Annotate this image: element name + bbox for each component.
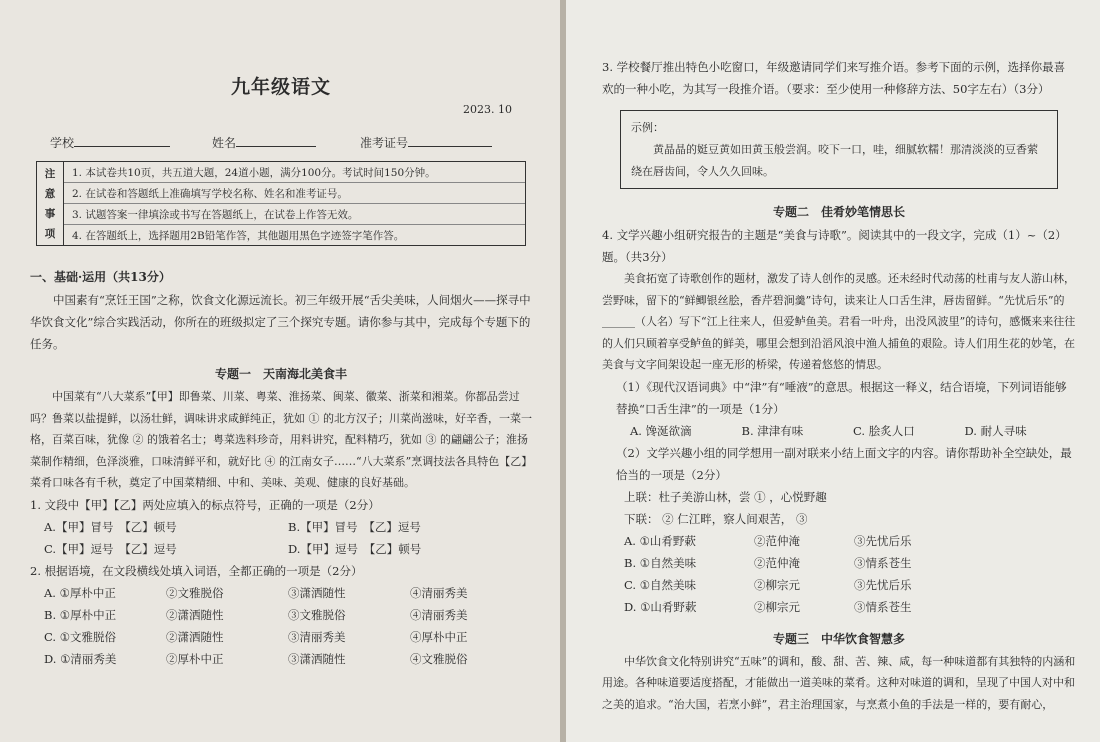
notice-char: 意 bbox=[44, 188, 56, 201]
option-item: ③先忧后乐 bbox=[854, 577, 912, 592]
example-text: 黄晶晶的娗豆黄如田黄玉般尝润。咬下一口，哇，细腻软糯！那清淡淡的豆香萦绕在唇齿间，令人久久回味。 bbox=[631, 143, 1038, 178]
couplet-upper: 上联：杜子美游山林，尝 ① ，心悦野趣 bbox=[624, 489, 827, 504]
exam-title: 九年级语文 bbox=[230, 76, 331, 98]
option[interactable]: A. 馋涎欲滴 bbox=[630, 423, 692, 438]
option[interactable]: D. 耐人寻味 bbox=[964, 423, 1027, 438]
sub-question-2-options bbox=[602, 530, 1076, 618]
notice-item: 4. 在答题纸上，选择题用2B铅笔作答，其他题用黑色字迹签字笔作答。 bbox=[72, 230, 405, 242]
option-item[interactable]: A. ①山肴野蔌 bbox=[624, 533, 696, 548]
option-item[interactable]: C. ①自然美味 bbox=[624, 577, 697, 592]
notice-char: 注 bbox=[44, 168, 56, 181]
option-item: ③先忧后乐 bbox=[854, 533, 912, 548]
notice-item: 1. 本试卷共10页，共五道大题，24道小题，满分100分。考试时间150分钟。 bbox=[64, 162, 525, 183]
option[interactable]: B.【甲】冒号 【乙】逗号 bbox=[288, 519, 421, 534]
option-item: ②范仲淹 bbox=[754, 533, 800, 548]
couplet-lower: 下联： ② 仁江畔，察人间艰苦， ③ bbox=[624, 511, 808, 526]
option-item[interactable]: C. ①文雅脱俗 bbox=[44, 629, 117, 644]
sub-question-1-options bbox=[602, 420, 1076, 442]
id-blank[interactable] bbox=[408, 134, 492, 147]
student-info-fields bbox=[50, 134, 532, 151]
name-blank[interactable] bbox=[236, 134, 316, 147]
option[interactable]: C.【甲】逗号 【乙】逗号 bbox=[44, 541, 177, 556]
option[interactable]: B. 津津有味 bbox=[741, 423, 804, 438]
option-item: ②柳宗元 bbox=[754, 599, 800, 614]
topic-2-heading: 专题二 佳肴妙笔情思长 bbox=[772, 205, 905, 219]
school-label: 学校 bbox=[50, 136, 75, 150]
option-item: ③潇洒随性 bbox=[288, 585, 346, 600]
sub-question-2: （2）文学兴趣小组的同学想用一副对联来小结上面文字的内容。请你帮助补全空缺处，最恰当的一项是（2分） bbox=[616, 445, 1072, 482]
notice-char: 项 bbox=[44, 227, 56, 240]
school-blank[interactable] bbox=[74, 134, 170, 147]
example-label: 示例： bbox=[631, 121, 664, 134]
option-item: ④文雅脱俗 bbox=[410, 651, 468, 666]
notice-item: 3. 试题答案一律填涂或书写在答题纸上，在试卷上作答无效。 bbox=[64, 204, 525, 225]
exam-date: 2023. 10 bbox=[463, 103, 512, 116]
option-item: ④清丽秀美 bbox=[410, 607, 468, 622]
notice-char: 事 bbox=[44, 207, 56, 220]
notice-item: 2. 在试卷和答题纸上准确填写学校名称、姓名和准考证号。 bbox=[64, 183, 525, 204]
cuisine-passage: 中国菜有“八大菜系”【甲】即鲁菜、川菜、粤菜、淮扬菜、闽菜、徽菜、浙菜和湘菜。你都品尝过吗？鲁菜以盐提鲜，以汤壮鲜，调味讲求咸鲜纯正，犹如 ① 的北方汉子；川菜尚滋味，好辛香，一菜一格，百菜百味，犹像 ② 的饿着名士；粤菜选料珍奇，用料讲究，配料精巧，犹如 ③ 的翩翩公子；淮扬菜制作精细，色泽淡雅，口味清鲜平和，就好比 ④ 的江南女子……“八大菜系”烹调技法各具特色【乙】菜肴口味各有千秋，奠定了中国菜精细、中和、美味、美观、健康的良好基础。 bbox=[30, 390, 532, 489]
option-item: ④厚朴中正 bbox=[410, 629, 468, 644]
option-item: ②厚朴中正 bbox=[166, 651, 224, 666]
topic-1-heading: 专题一 天南海北美食丰 bbox=[214, 367, 347, 381]
question-1: 1. 文段中【甲】【乙】两处应填入的标点符号，正确的一项是（2分） bbox=[30, 497, 380, 512]
option[interactable]: C. 脍炙人口 bbox=[853, 423, 915, 438]
option[interactable]: A.【甲】冒号 【乙】顿号 bbox=[44, 519, 177, 534]
intro-paragraph: 中国素有“烹饪王国”之称，饮食文化源远流长。初三年级开展“舌尖美味，人间烟火——探寻中华饮食文化”综合实践活动，你所在的班级拟定了三个探究专题。请你参与其中，完成每个专题下的任务。 bbox=[30, 293, 531, 351]
question-1-options bbox=[30, 516, 532, 560]
question-2: 2. 根据语境，在文段横线处填入词语，全都正确的一项是（2分） bbox=[30, 563, 363, 578]
option-item: ②范仲淹 bbox=[754, 555, 800, 570]
option-item: ③情系苍生 bbox=[854, 599, 912, 614]
option-item: ②潇洒随性 bbox=[166, 607, 224, 622]
option-item[interactable]: A. ①厚朴中正 bbox=[44, 585, 116, 600]
option-item[interactable]: B. ①自然美味 bbox=[624, 555, 697, 570]
notice-box bbox=[36, 161, 526, 246]
option-item: ③清丽秀美 bbox=[288, 629, 346, 644]
wisdom-passage: 中华饮食文化特别讲究“五味”的调和，酸、甜、苦、辣、咸，每一种味道都有其独特的内涵和用途。各种味道要适度搭配，才能做出一道美味的菜肴。这种对味道的调和，呈现了中国人对中和之美的追求。“治大国，若烹小鲜”，君主治理国家，与烹煮小鱼的手法是一样的，要有耐心， bbox=[602, 654, 1076, 711]
topic-3-heading: 专题三 中华饮食智慧多 bbox=[772, 631, 905, 646]
option-item: ②文雅脱俗 bbox=[166, 585, 224, 600]
id-label: 准考证号 bbox=[360, 136, 409, 150]
question-2-options bbox=[30, 582, 532, 670]
option-item: ②潇洒随性 bbox=[166, 629, 224, 644]
section-title: 一、基础·运用（共13分） bbox=[30, 270, 171, 284]
option-item: ④清丽秀美 bbox=[410, 585, 468, 600]
option-item: ③情系苍生 bbox=[854, 555, 912, 570]
option-item[interactable]: D. ①清丽秀美 bbox=[44, 651, 117, 666]
option[interactable]: D.【甲】逗号 【乙】顿号 bbox=[288, 541, 422, 556]
option-item: ③文雅脱俗 bbox=[288, 607, 346, 622]
question-4: 4. 文学兴趣小组研究报告的主题是“美食与诗歌”。阅读其中的一段文字，完成（1）~（2）题。（共3分） bbox=[602, 228, 1067, 264]
sub-question-1: （1）《现代汉语词典》中“津”有“唾液”的意思。根据这一释义，结合语境，下列词语能够替换“口舌生津”的一项是（1分） bbox=[616, 379, 1067, 416]
question-3: 3. 学校餐厅推出特色小吃窗口，年级邀请同学们来写推介语。参考下面的示例，选择你最喜欢的一种小吃，为其写一段推介语。（要求：至少使用一种修辞方法、50字左右）（3分） bbox=[602, 60, 1066, 96]
option-item: ②柳宗元 bbox=[754, 577, 800, 592]
name-label: 姓名 bbox=[212, 136, 237, 150]
option-item: ③潇洒随性 bbox=[288, 651, 346, 666]
notice-label bbox=[37, 162, 64, 245]
right-page bbox=[566, 0, 1100, 742]
poem-passage: 美食拓宽了诗歌创作的题材，激发了诗人创作的灵感。还未经时代动荡的杜甫与友人游山林，尝野味，留下的“鲜鲫银丝脍，香芹碧涧羹”诗句，读来让人口舌生津，唇齿留鲜。“先忧后乐”的______（人名）写下“江上往来人，但爱鲈鱼美。君看一叶舟，出没风波里”的诗句，感慨来来往往的人们只顾着享受鲈鱼的鲜美，哪里会想到沿滔风浪中渔人捕鱼的艰险。诗人们用生花的妙笔，在美食与文字间架设起一座无形的桥梁，传递着悠悠的情思。 bbox=[602, 272, 1076, 371]
option-item[interactable]: D. ①山肴野蔌 bbox=[624, 599, 697, 614]
option-item[interactable]: B. ①厚朴中正 bbox=[44, 607, 117, 622]
example-box bbox=[620, 110, 1058, 189]
